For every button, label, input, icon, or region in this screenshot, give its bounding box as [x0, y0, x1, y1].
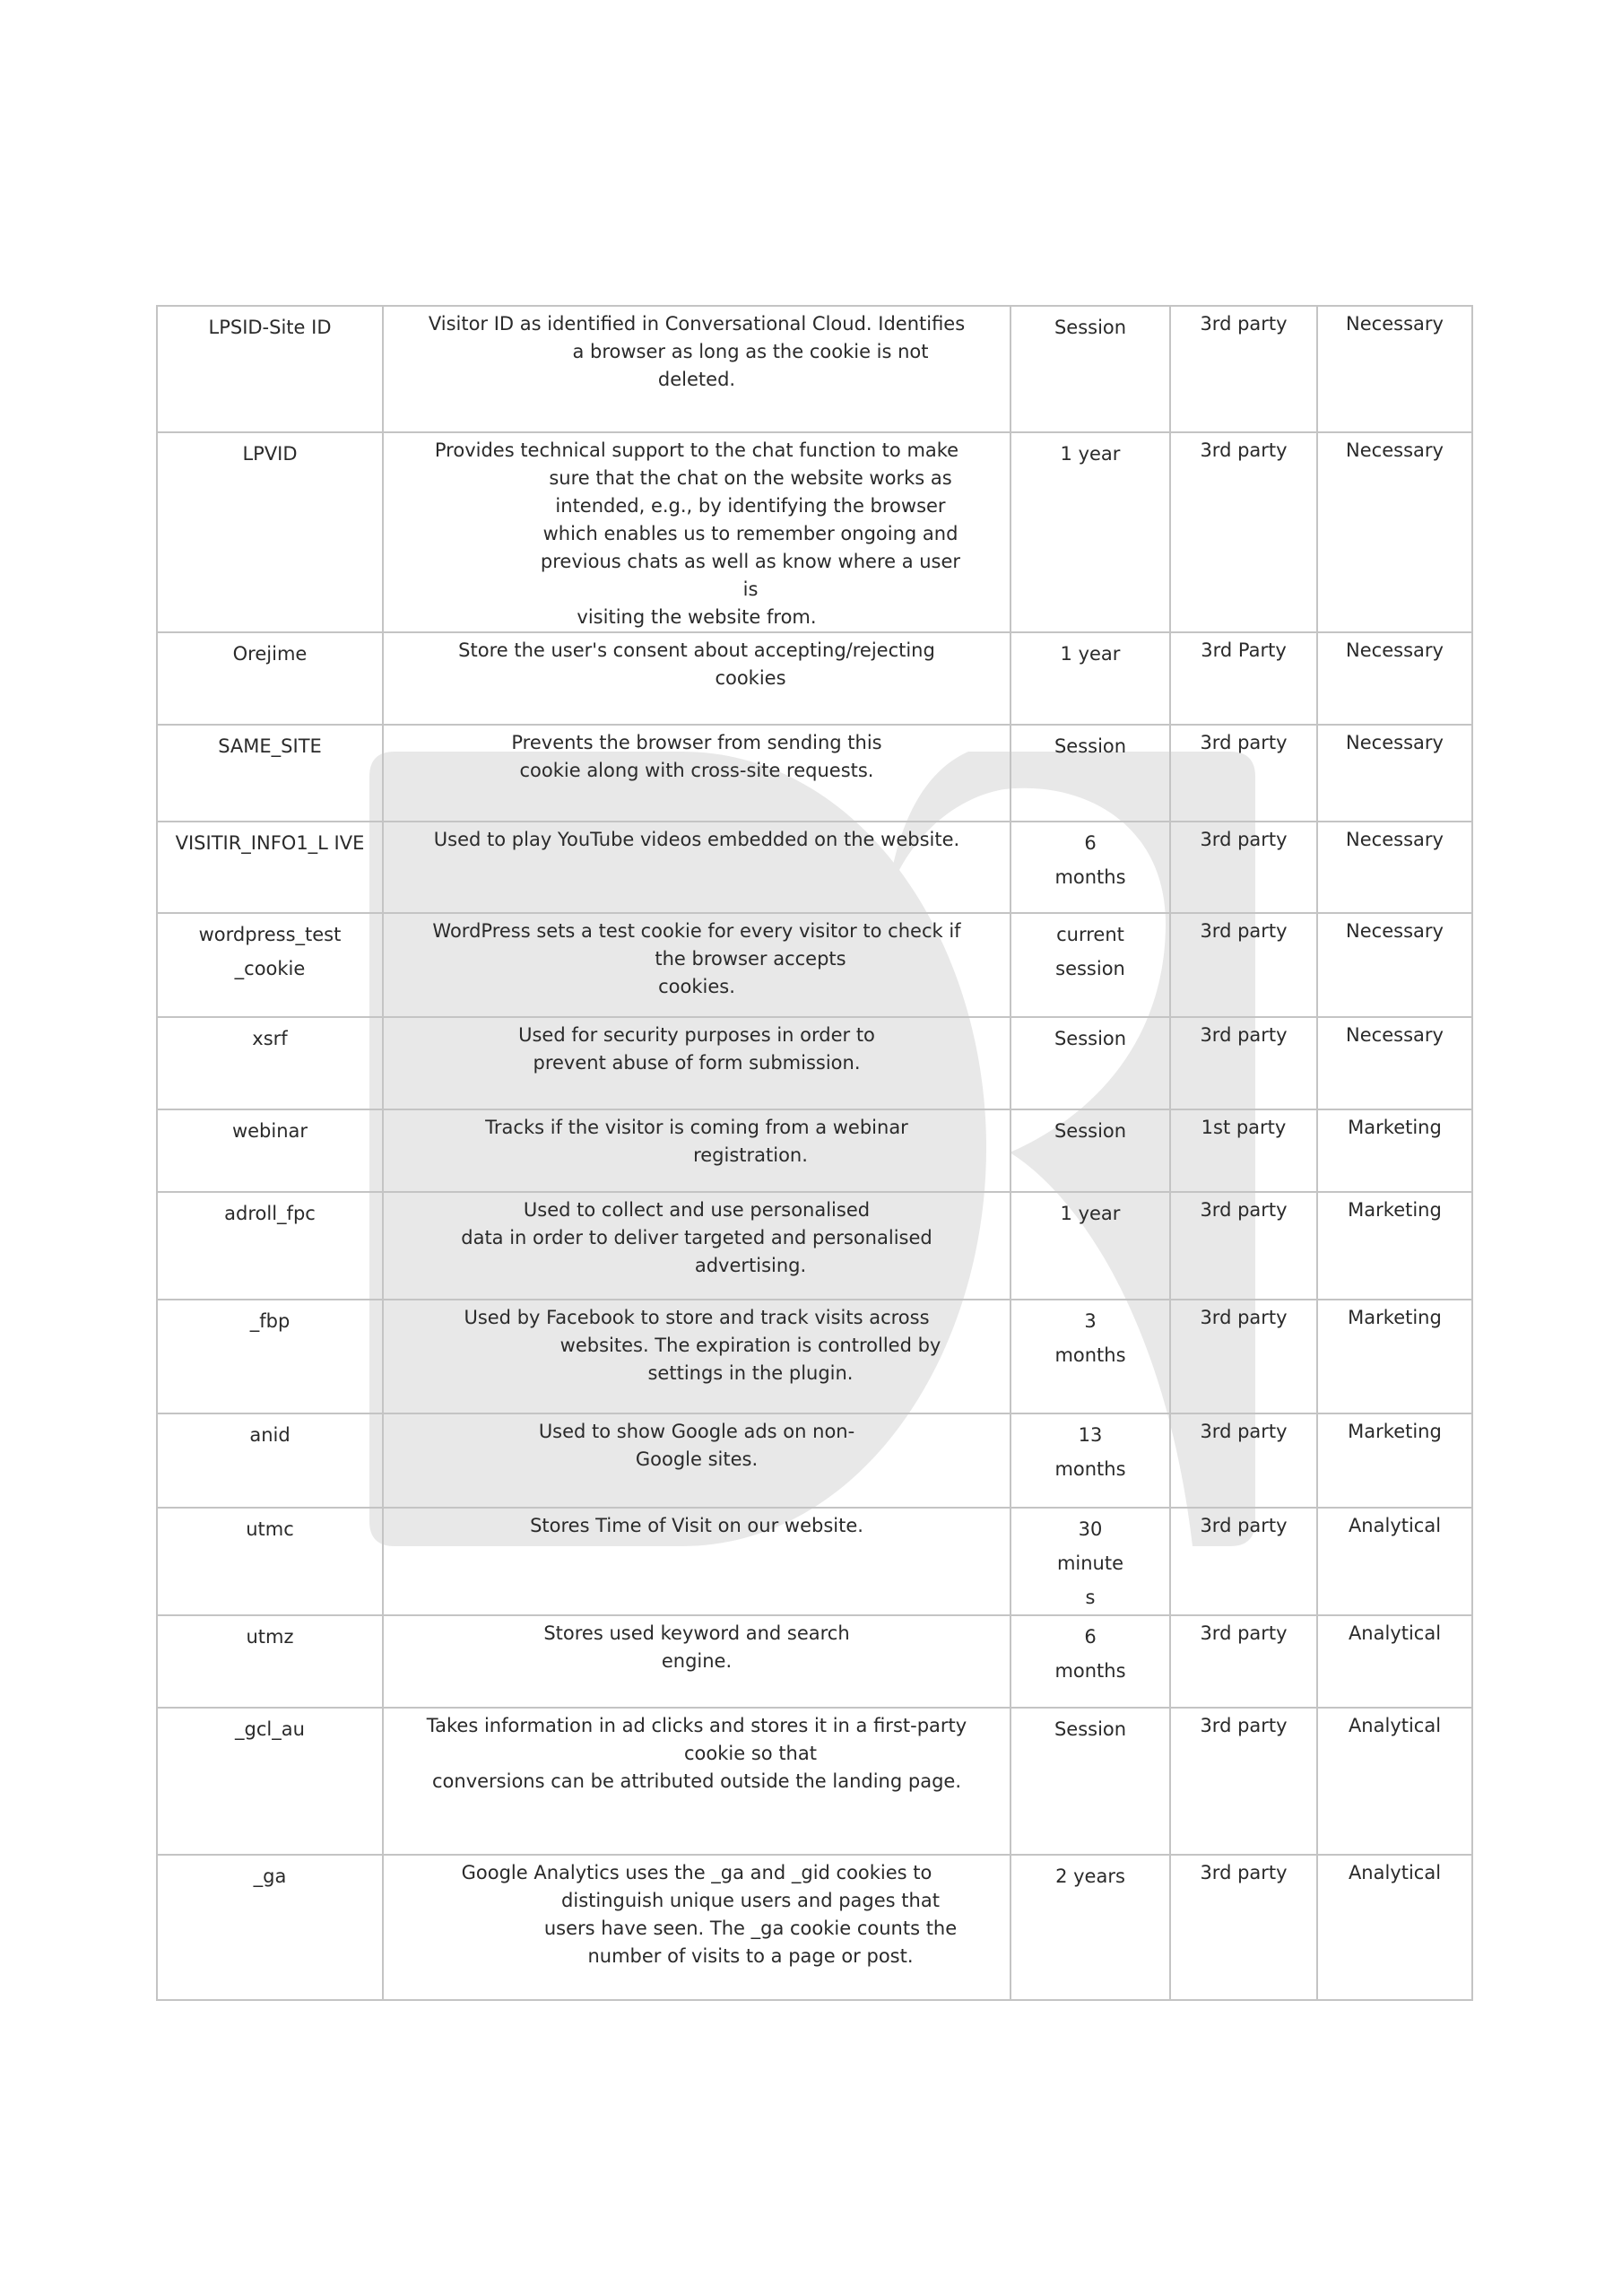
cookie-name: utmz [246, 1626, 294, 1648]
cookie-name: utmc [246, 1518, 294, 1540]
cookie-name-cell [157, 1017, 383, 1109]
cookie-party-cell: 3rd party [1170, 913, 1317, 1017]
description-line: cookie along with cross-site requests. [519, 760, 874, 781]
description-line: settings in the plugin. [647, 1362, 854, 1384]
description-line: Used for security purposes in order to [518, 1024, 875, 1046]
duration-text: 3 [1084, 1310, 1097, 1332]
duration-text: Session [1054, 735, 1127, 757]
cookie-party-cell: 3rd party [1170, 1192, 1317, 1300]
description-line: Tracks if the visitor is coming from a webinar [485, 1117, 908, 1138]
cookie-party-cell: 3rd party [1170, 725, 1317, 822]
table-row [157, 1855, 1472, 2000]
cookie-party-cell: 3rd party [1170, 1615, 1317, 1708]
cookie-party-cell: 3rd party [1170, 432, 1317, 632]
description-line: registration. [693, 1144, 808, 1166]
cookie-name: wordpress_test [198, 924, 342, 945]
description-line: Prevents the browser from sending this [511, 732, 882, 753]
cookie-party-cell: 1st party [1170, 1109, 1317, 1192]
cookie-name-cell [157, 822, 383, 913]
duration-text: 2 years [1055, 1866, 1125, 1887]
table-row [157, 1109, 1472, 1192]
cookie-name: xsrf [252, 1028, 288, 1049]
description-line: previous chats as well as know where a user [540, 551, 961, 572]
cookie-category-cell: Analytical [1317, 1855, 1472, 2000]
description-line: Takes information in ad clicks and stores it in a first-party [426, 1715, 967, 1736]
table-row [157, 822, 1472, 913]
cookie-duration-cell [1010, 1017, 1170, 1109]
cookie-name: adroll_fpc [224, 1203, 316, 1224]
cookie-name-cell [157, 1192, 383, 1300]
table-row [157, 1192, 1472, 1300]
description-line: Google Analytics uses the _ga and _gid cookies to [461, 1862, 932, 1883]
duration-text: 1 year [1060, 443, 1121, 465]
cookie-category-cell: Analytical [1317, 1708, 1472, 1855]
cookie-description-cell [383, 432, 1010, 632]
description-line: data in order to deliver targeted and personalised [461, 1227, 932, 1248]
cookie-category-cell: Marketing [1317, 1109, 1472, 1192]
description-line: advertising. [694, 1255, 807, 1276]
cookie-description-cell [383, 913, 1010, 1017]
cookie-description-cell [383, 632, 1010, 725]
cookie-category-cell: Necessary [1317, 913, 1472, 1017]
table-row [157, 1017, 1472, 1109]
cookie-name: SAME_SITE [218, 735, 322, 757]
cookie-category-cell: Necessary [1317, 822, 1472, 913]
description-line: Stores used keyword and search [543, 1622, 850, 1644]
cookie-duration-cell [1010, 822, 1170, 913]
description-line: the browser accepts [655, 948, 846, 970]
cookie-name-cell [157, 1413, 383, 1508]
duration-text: 30 [1078, 1518, 1103, 1540]
cookie-name: LPSID-Site ID [208, 317, 332, 338]
cookie-party-cell: 3rd party [1170, 1855, 1317, 2000]
cookie-description-cell [383, 1413, 1010, 1508]
cookie-description-cell [383, 822, 1010, 913]
cookie-duration-cell [1010, 432, 1170, 632]
cookie-name-cell [157, 432, 383, 632]
cookie-name-cell [157, 306, 383, 432]
cookie-category-cell: Marketing [1317, 1192, 1472, 1300]
duration-text: Session [1054, 1120, 1127, 1142]
cookie-name-cell [157, 1300, 383, 1413]
cookie-name: anid [249, 1424, 291, 1446]
description-line: Visitor ID as identified in Conversational Cloud. Identifies [428, 313, 966, 335]
duration-text: Session [1054, 1718, 1127, 1740]
duration-text: Session [1054, 317, 1127, 338]
duration-text: s [1085, 1587, 1096, 1608]
cookie-duration-cell [1010, 306, 1170, 432]
cookie-name: _fbp [249, 1310, 291, 1332]
description-line: visiting the website from. [577, 606, 817, 628]
cookie-name-cell [157, 1508, 383, 1615]
cookie-duration-cell [1010, 725, 1170, 822]
cookie-name-cell [157, 1615, 383, 1708]
description-line: cookies. [658, 976, 735, 997]
cookie-party-cell: 3rd party [1170, 1708, 1317, 1855]
duration-text: 6 [1084, 1626, 1097, 1648]
cookie-category-cell: Necessary [1317, 632, 1472, 725]
table-row [157, 1708, 1472, 1855]
cookie-name: _ga [253, 1866, 287, 1887]
cookie-duration-cell [1010, 1855, 1170, 2000]
description-line: prevent abuse of form submission. [533, 1052, 861, 1074]
duration-text: months [1054, 866, 1126, 888]
description-line: sure that the chat on the website works as [549, 467, 952, 489]
cookie-category-cell: Marketing [1317, 1413, 1472, 1508]
description-line: Used to show Google ads on non- [538, 1421, 855, 1442]
cookie-name: _gcl_au [235, 1718, 305, 1740]
description-line: Store the user's consent about accepting/rejecting [458, 639, 935, 661]
description-line: is [742, 578, 759, 600]
description-line: which enables us to remember ongoing and [542, 523, 958, 544]
cookie-party-cell: 3rd party [1170, 1300, 1317, 1413]
cookie-duration-cell [1010, 1300, 1170, 1413]
cookie-category-cell: Necessary [1317, 1017, 1472, 1109]
cookie-table [156, 305, 1473, 2001]
description-line: cookie so that [684, 1743, 817, 1764]
description-line: Provides technical support to the chat function to make [434, 439, 959, 461]
cookie-description-cell [383, 1615, 1010, 1708]
table-row [157, 306, 1472, 432]
cookie-name-cell [157, 913, 383, 1017]
cookie-party-cell: 3rd party [1170, 1413, 1317, 1508]
cookie-duration-cell [1010, 632, 1170, 725]
table-row [157, 913, 1472, 1017]
description-line: websites. The expiration is controlled by [559, 1335, 941, 1356]
cookie-category-cell: Necessary [1317, 725, 1472, 822]
duration-text: current [1056, 924, 1124, 945]
cookie-description-cell [383, 1300, 1010, 1413]
duration-text: months [1054, 1660, 1126, 1682]
cookie-party-cell: 3rd Party [1170, 632, 1317, 725]
cookie-name-cell [157, 1109, 383, 1192]
cookie-name-cell [157, 632, 383, 725]
cookie-name: webinar [231, 1120, 308, 1142]
duration-text: 1 year [1060, 643, 1121, 665]
cookie-party-cell: 3rd party [1170, 1017, 1317, 1109]
cookie-party-cell: 3rd party [1170, 306, 1317, 432]
duration-text: months [1054, 1458, 1126, 1480]
table-row [157, 725, 1472, 822]
description-line: cookies [715, 667, 786, 689]
description-line: users have seen. The _ga cookie counts the [543, 1918, 958, 1939]
cookie-duration-cell [1010, 1708, 1170, 1855]
description-line: a browser as long as the cookie is not [572, 341, 929, 362]
description-line: Used to collect and use personalised [523, 1199, 871, 1221]
duration-text: 6 [1084, 832, 1097, 854]
description-line: conversions can be attributed outside the landing page. [431, 1770, 961, 1792]
cookie-duration-cell [1010, 1508, 1170, 1615]
description-line: intended, e.g., by identifying the browser [555, 495, 946, 517]
cookie-party-cell: 3rd party [1170, 1508, 1317, 1615]
table-row [157, 1615, 1472, 1708]
cookie-name-cell [157, 1855, 383, 2000]
cookie-category-cell: Analytical [1317, 1615, 1472, 1708]
description-line: deleted. [657, 369, 736, 390]
description-line: Stores Time of Visit on our website. [530, 1515, 863, 1536]
description-line: Used by Facebook to store and track visits across [464, 1307, 930, 1328]
table-row [157, 432, 1472, 632]
cookie-category-cell: Necessary [1317, 306, 1472, 432]
description-line: engine. [661, 1650, 733, 1672]
table-row [157, 632, 1472, 725]
cookie-description-cell [383, 1109, 1010, 1192]
cookie-description-cell [383, 1017, 1010, 1109]
cookie-duration-cell [1010, 1615, 1170, 1708]
cookie-name: Orejime [232, 643, 308, 665]
cookie-description-cell [383, 1508, 1010, 1615]
duration-text: months [1054, 1344, 1126, 1366]
cookie-category-cell: Analytical [1317, 1508, 1472, 1615]
cookie-name-cell [157, 1708, 383, 1855]
cookie-duration-cell [1010, 1192, 1170, 1300]
description-line: number of visits to a page or post. [587, 1945, 914, 1967]
description-line: WordPress sets a test cookie for every visitor to check if [432, 920, 961, 942]
cookie-description-cell [383, 725, 1010, 822]
description-line: distinguish unique users and pages that [561, 1890, 940, 1911]
cookie-name-cell [157, 725, 383, 822]
cookie-description-cell [383, 1192, 1010, 1300]
cookie-name: VISITIR_INFO1_L IVE [175, 832, 365, 854]
duration-text: minute [1056, 1552, 1124, 1574]
table-row [157, 1413, 1472, 1508]
table-row [157, 1508, 1472, 1615]
table-row [157, 1300, 1472, 1413]
cookie-party-cell: 3rd party [1170, 822, 1317, 913]
description-line: Google sites. [635, 1448, 759, 1470]
duration-text: session [1055, 958, 1125, 979]
cookie-description-cell [383, 1855, 1010, 2000]
cookie-description-cell [383, 306, 1010, 432]
cookie-category-cell: Marketing [1317, 1300, 1472, 1413]
description-line: Used to play YouTube videos embedded on the website. [433, 829, 960, 850]
cookie-description-cell [383, 1708, 1010, 1855]
cookie-duration-cell [1010, 1413, 1170, 1508]
duration-text: 1 year [1060, 1203, 1121, 1224]
duration-text: 13 [1078, 1424, 1103, 1446]
cookie-name: _cookie [234, 958, 306, 979]
cookie-category-cell: Necessary [1317, 432, 1472, 632]
cookie-duration-cell [1010, 1109, 1170, 1192]
cookie-name: LPVID [242, 443, 298, 465]
cookie-duration-cell [1010, 913, 1170, 1017]
duration-text: Session [1054, 1028, 1127, 1049]
